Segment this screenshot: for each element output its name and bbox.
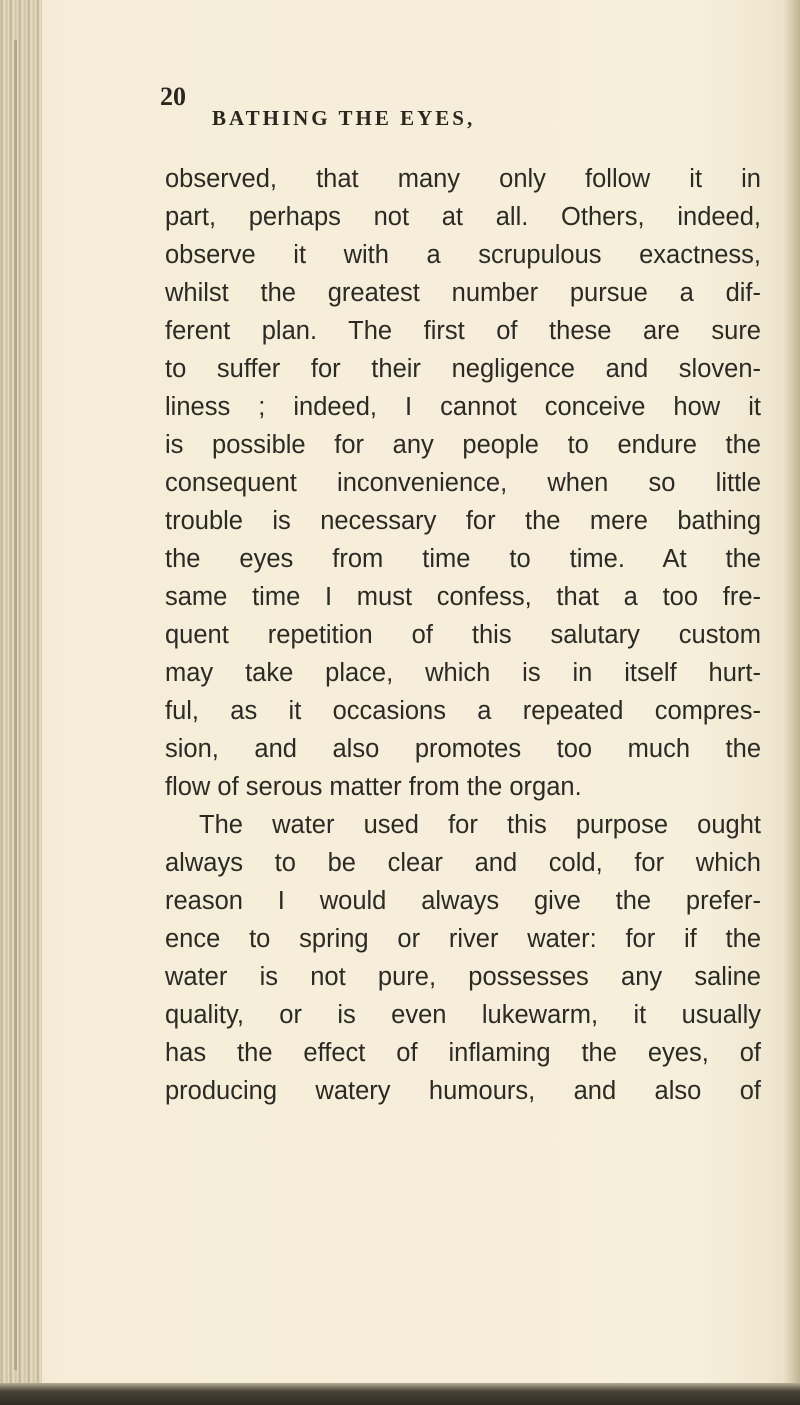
text-line: liness ; indeed, I cannot conceive how it bbox=[165, 393, 761, 421]
text-line: always to be clear and cold, for which bbox=[165, 849, 761, 877]
text-line: quality, or is even lukewarm, it usually bbox=[165, 1001, 761, 1029]
text-line: water is not pure, possesses any saline bbox=[165, 963, 761, 991]
text-line: ferent plan. The first of these are sure bbox=[165, 317, 761, 345]
text-line: observe it with a scrupulous exactness, bbox=[165, 241, 761, 269]
running-head: BATHING THE EYES, bbox=[212, 106, 476, 130]
text-line: has the effect of inflaming the eyes, of bbox=[165, 1039, 761, 1067]
text-line: trouble is necessary for the mere bathing bbox=[165, 507, 761, 535]
text-line: is possible for any people to endure the bbox=[165, 431, 761, 459]
text-line: ence to spring or river water: for if the bbox=[165, 925, 761, 953]
page-right-edge bbox=[782, 0, 800, 1405]
text-line: The water used for this purpose ought bbox=[199, 811, 761, 839]
text-line: consequent inconvenience, when so little bbox=[165, 469, 761, 497]
text-line: flow of serous matter from the organ. bbox=[165, 773, 582, 801]
text-line: reason I would always give the prefer- bbox=[165, 887, 761, 915]
text-line: sion, and also promotes too much the bbox=[165, 735, 761, 763]
text-line: whilst the greatest number pursue a dif- bbox=[165, 279, 761, 307]
book-binding-edge bbox=[0, 0, 42, 1405]
text-line: observed, that many only follow it in bbox=[165, 165, 761, 193]
page-bottom-edge bbox=[0, 1383, 800, 1405]
text-line: ful, as it occasions a repeated compres- bbox=[165, 697, 761, 725]
text-line: to suffer for their negligence and sloven- bbox=[165, 355, 761, 383]
page-number: 20 bbox=[160, 82, 186, 111]
text-line: producing watery humours, and also of bbox=[165, 1077, 761, 1105]
page-header bbox=[160, 82, 760, 146]
text-line: may take place, which is in itself hurt- bbox=[165, 659, 761, 687]
text-line: same time I must confess, that a too fre- bbox=[165, 583, 761, 611]
text-line: the eyes from time to time. At the bbox=[165, 545, 761, 573]
body-text bbox=[165, 160, 761, 1110]
text-line: part, perhaps not at all. Others, indeed, bbox=[165, 203, 761, 231]
text-line: quent repetition of this salutary custom bbox=[165, 621, 761, 649]
